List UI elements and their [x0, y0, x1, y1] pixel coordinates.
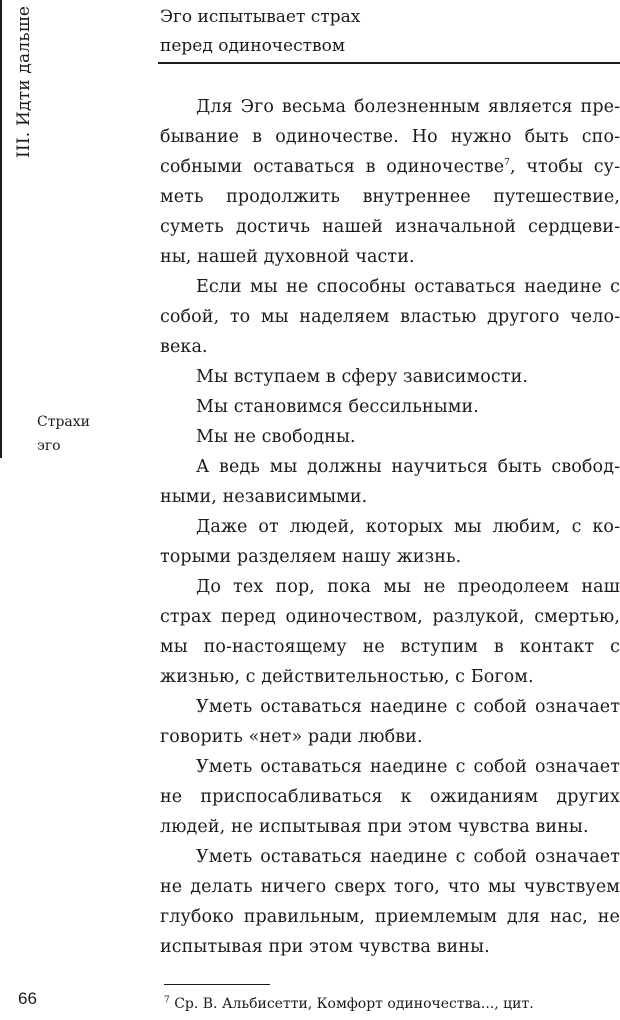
paragraph: Уметь оставаться наедине с собой означает не приспосабливаться к ожиданиям других людей, не испытывая при этом чувства вины.: [160, 757, 620, 837]
paragraph: Для Эго весьма болезненным является пребывание в одиночестве. Но нужно быть способными оставаться в одиночестве$^7$, чтобы суметь продолжить внутреннее путешествие, суметь достичь нашей изначальной сердцевины, нашей духовной части.: [160, 97, 620, 267]
header-rule: [158, 62, 620, 64]
paragraph: Мы становимся бессильными.: [196, 397, 479, 417]
chapter-title-line: перед одиночеством: [160, 36, 346, 56]
paragraph: Уметь оставаться наедине с собой означает говорить «нет» ради любви.: [160, 697, 620, 747]
paragraph: До тех пор, пока мы не преодолеем наш страх перед одиночеством, разлукой, смертью, мы по-настоящему не вступим в контакт с жизнью, с действительностью, с Богом.: [160, 577, 620, 687]
chapter-running-head: [160, 3, 360, 61]
paragraph: Если мы не способны оставаться наедине с собой, то мы наделяем властью другого человека.: [160, 277, 620, 357]
margin-vertical-rule: [0, 0, 2, 458]
paragraph: А ведь мы должны научиться быть свободными, независимыми.: [160, 457, 620, 507]
main-text: [160, 92, 620, 962]
footnote-text: Ср. В. Альбисетти, Комфорт одиночества..., цит.: [174, 996, 534, 1012]
paragraph: Мы вступаем в сферу зависимости.: [196, 367, 529, 387]
footnote-reference[interactable]: 7: [504, 158, 510, 169]
paragraph: Мы не свободны.: [196, 427, 356, 447]
chapter-title-line: Эго испытывает страх: [160, 7, 361, 27]
margin-note-line: эго: [37, 438, 61, 454]
paragraph: Даже от людей, которых мы любим, с которыми разделяем нашу жизнь.: [160, 517, 620, 567]
footnote: [164, 994, 534, 1014]
margin-note: [37, 410, 90, 458]
footnote-rule: [164, 984, 270, 985]
page-number: 66: [18, 989, 37, 1008]
section-running-head: III. Идти дальше: [14, 6, 34, 159]
paragraph: Уметь оставаться наедине с собой означает не делать ничего сверх того, что мы чувствуем глубоко правильным, приемлемым для нас, не испытывая при этом чувства вины.: [160, 847, 620, 957]
footnote-number: 7: [164, 995, 170, 1006]
margin-note-line: Страхи: [37, 414, 90, 430]
